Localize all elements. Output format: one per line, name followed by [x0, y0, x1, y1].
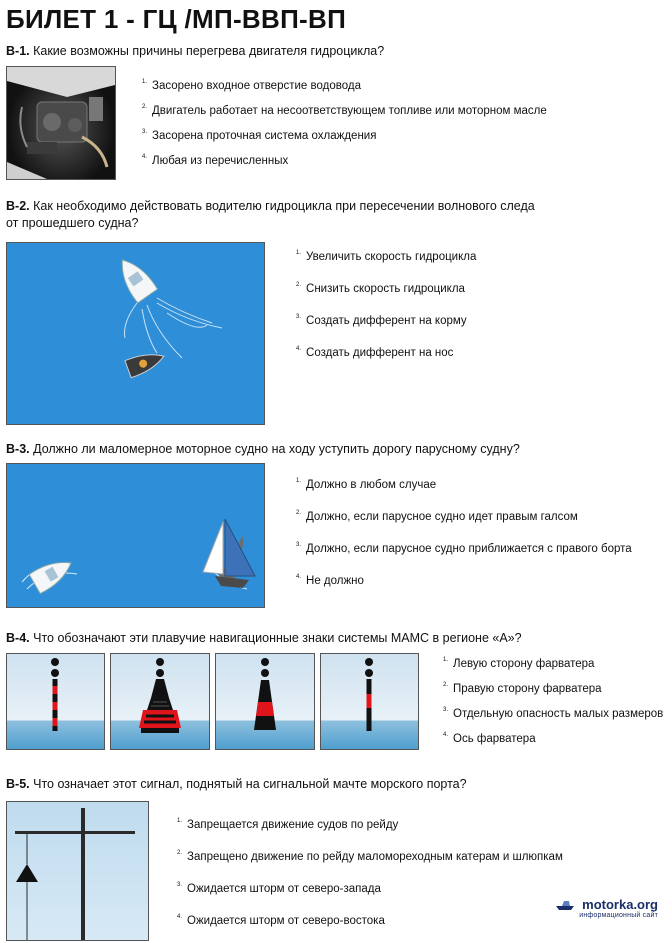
question-4 [6, 630, 522, 647]
ticket-title: БИЛЕТ 1 - ГЦ /МП-ВВП-ВП [6, 4, 347, 34]
q5-answer-1[interactable]: $^{1.}$ Запрещается движение судов по рейду [177, 818, 399, 831]
question-5-number: В-5. [6, 777, 30, 791]
signal-mast-illustration [7, 802, 148, 940]
question-2-number: В-2. [6, 199, 30, 213]
q1-answer-3[interactable]: $^{3.}$ Засорена проточная система охлаждения [142, 129, 377, 142]
q1-answer-4[interactable]: $^{4.}$ Любая из перечисленных [142, 154, 289, 167]
q2-answer-3[interactable]: $^{3.}$ Создать дифферент на корму [296, 314, 467, 327]
q2-answer-1[interactable]: $^{1.}$ Увеличить скорость гидроцикла [296, 250, 477, 263]
buoy-tower-red-black [110, 653, 210, 750]
buoy-pillar-black-red [215, 653, 315, 750]
q1-answer-1[interactable]: $^{1.}$ Засорено входное отверстие водовода [142, 79, 361, 92]
q4-answer-3[interactable]: $^{3.}$ Отдельную опасность малых размеров [443, 707, 664, 720]
question-2 [6, 198, 535, 232]
q1-answer-2[interactable]: $^{2.}$ Двигатель работает на несоответствующем топливе или моторном масле [142, 104, 547, 117]
question-1 [6, 43, 384, 60]
q5-answer-2[interactable]: $^{2.}$ Запрещено движение по рейду маломореходным катерам и шлюпкам [177, 850, 563, 863]
question-5 [6, 776, 467, 793]
wake-crossing-illustration [7, 243, 264, 424]
question-2-text-line2: от прошедшего судна? [6, 216, 139, 230]
engine-photo [6, 66, 116, 180]
q4-answer-4[interactable]: $^{4.}$ Ось фарватера [443, 732, 536, 745]
q4-answer-2[interactable]: $^{2.}$ Правую сторону фарватера [443, 682, 602, 695]
sailboat-scene [6, 463, 265, 608]
buoy-spar-black-red [320, 653, 419, 750]
cone-signal-icon [16, 864, 38, 882]
sailboat-illustration [7, 464, 264, 607]
signal-mast-scene [6, 801, 149, 941]
question-3-text: Должно ли маломерное моторное судно на ходу уступить дорогу парусному судну? [33, 442, 520, 456]
question-4-number: В-4. [6, 631, 30, 645]
question-3-number: В-3. [6, 442, 30, 456]
buoy-spar-red-black [6, 653, 105, 750]
question-5-text: Что означает этот сигнал, поднятый на сигнальной мачте морского порта? [33, 777, 467, 791]
q4-answer-1[interactable]: $^{1.}$ Левую сторону фарватера [443, 657, 595, 670]
q5-answer-3[interactable]: $^{3.}$ Ожидается шторм от северо-запада [177, 882, 381, 895]
q3-answer-4[interactable]: $^{4.}$ Не должно [296, 574, 364, 587]
buoy-spar-icon [7, 654, 104, 749]
buoy-spar-2-icon [321, 654, 418, 749]
q3-answer-1[interactable]: $^{1.}$ Должно в любом случае [296, 478, 437, 491]
sailboat-icon [203, 519, 255, 588]
boat-logo-icon [555, 899, 575, 911]
q3-answer-2[interactable]: $^{2.}$ Должно, если парусное судно идет правым галсом [296, 510, 578, 523]
buoy-pillar-icon [216, 654, 314, 749]
question-3 [6, 441, 520, 458]
question-4-text: Что обозначают эти плавучие навигационные знаки системы МАМС в регионе «А»? [33, 631, 522, 645]
jetski-icon [125, 348, 167, 378]
q5-answer-4[interactable]: $^{4.}$ Ожидается шторм от северо-востока [177, 914, 385, 927]
watermark-main: motorka.org [582, 897, 658, 912]
q2-answer-4[interactable]: $^{4.}$ Создать дифферент на нос [296, 346, 454, 359]
site-watermark [579, 897, 658, 919]
engine-illustration [7, 67, 115, 179]
motorboat-icon [112, 253, 157, 303]
question-1-text: Какие возможны причины перегрева двигателя гидроцикла? [33, 44, 385, 58]
buoy-tower-icon [111, 654, 209, 749]
wake-crossing-scene [6, 242, 265, 425]
q2-answer-2[interactable]: $^{2.}$ Снизить скорость гидроцикла [296, 282, 465, 295]
question-1-number: В-1. [6, 44, 30, 58]
question-2-text-line1: Как необходимо действовать водителю гидроцикла при пересечении волнового следа [33, 199, 535, 213]
q3-answer-3[interactable]: $^{3.}$ Должно, если парусное судно приближается с правого борта [296, 542, 632, 555]
watermark-sub: информационный сайт [579, 912, 658, 919]
